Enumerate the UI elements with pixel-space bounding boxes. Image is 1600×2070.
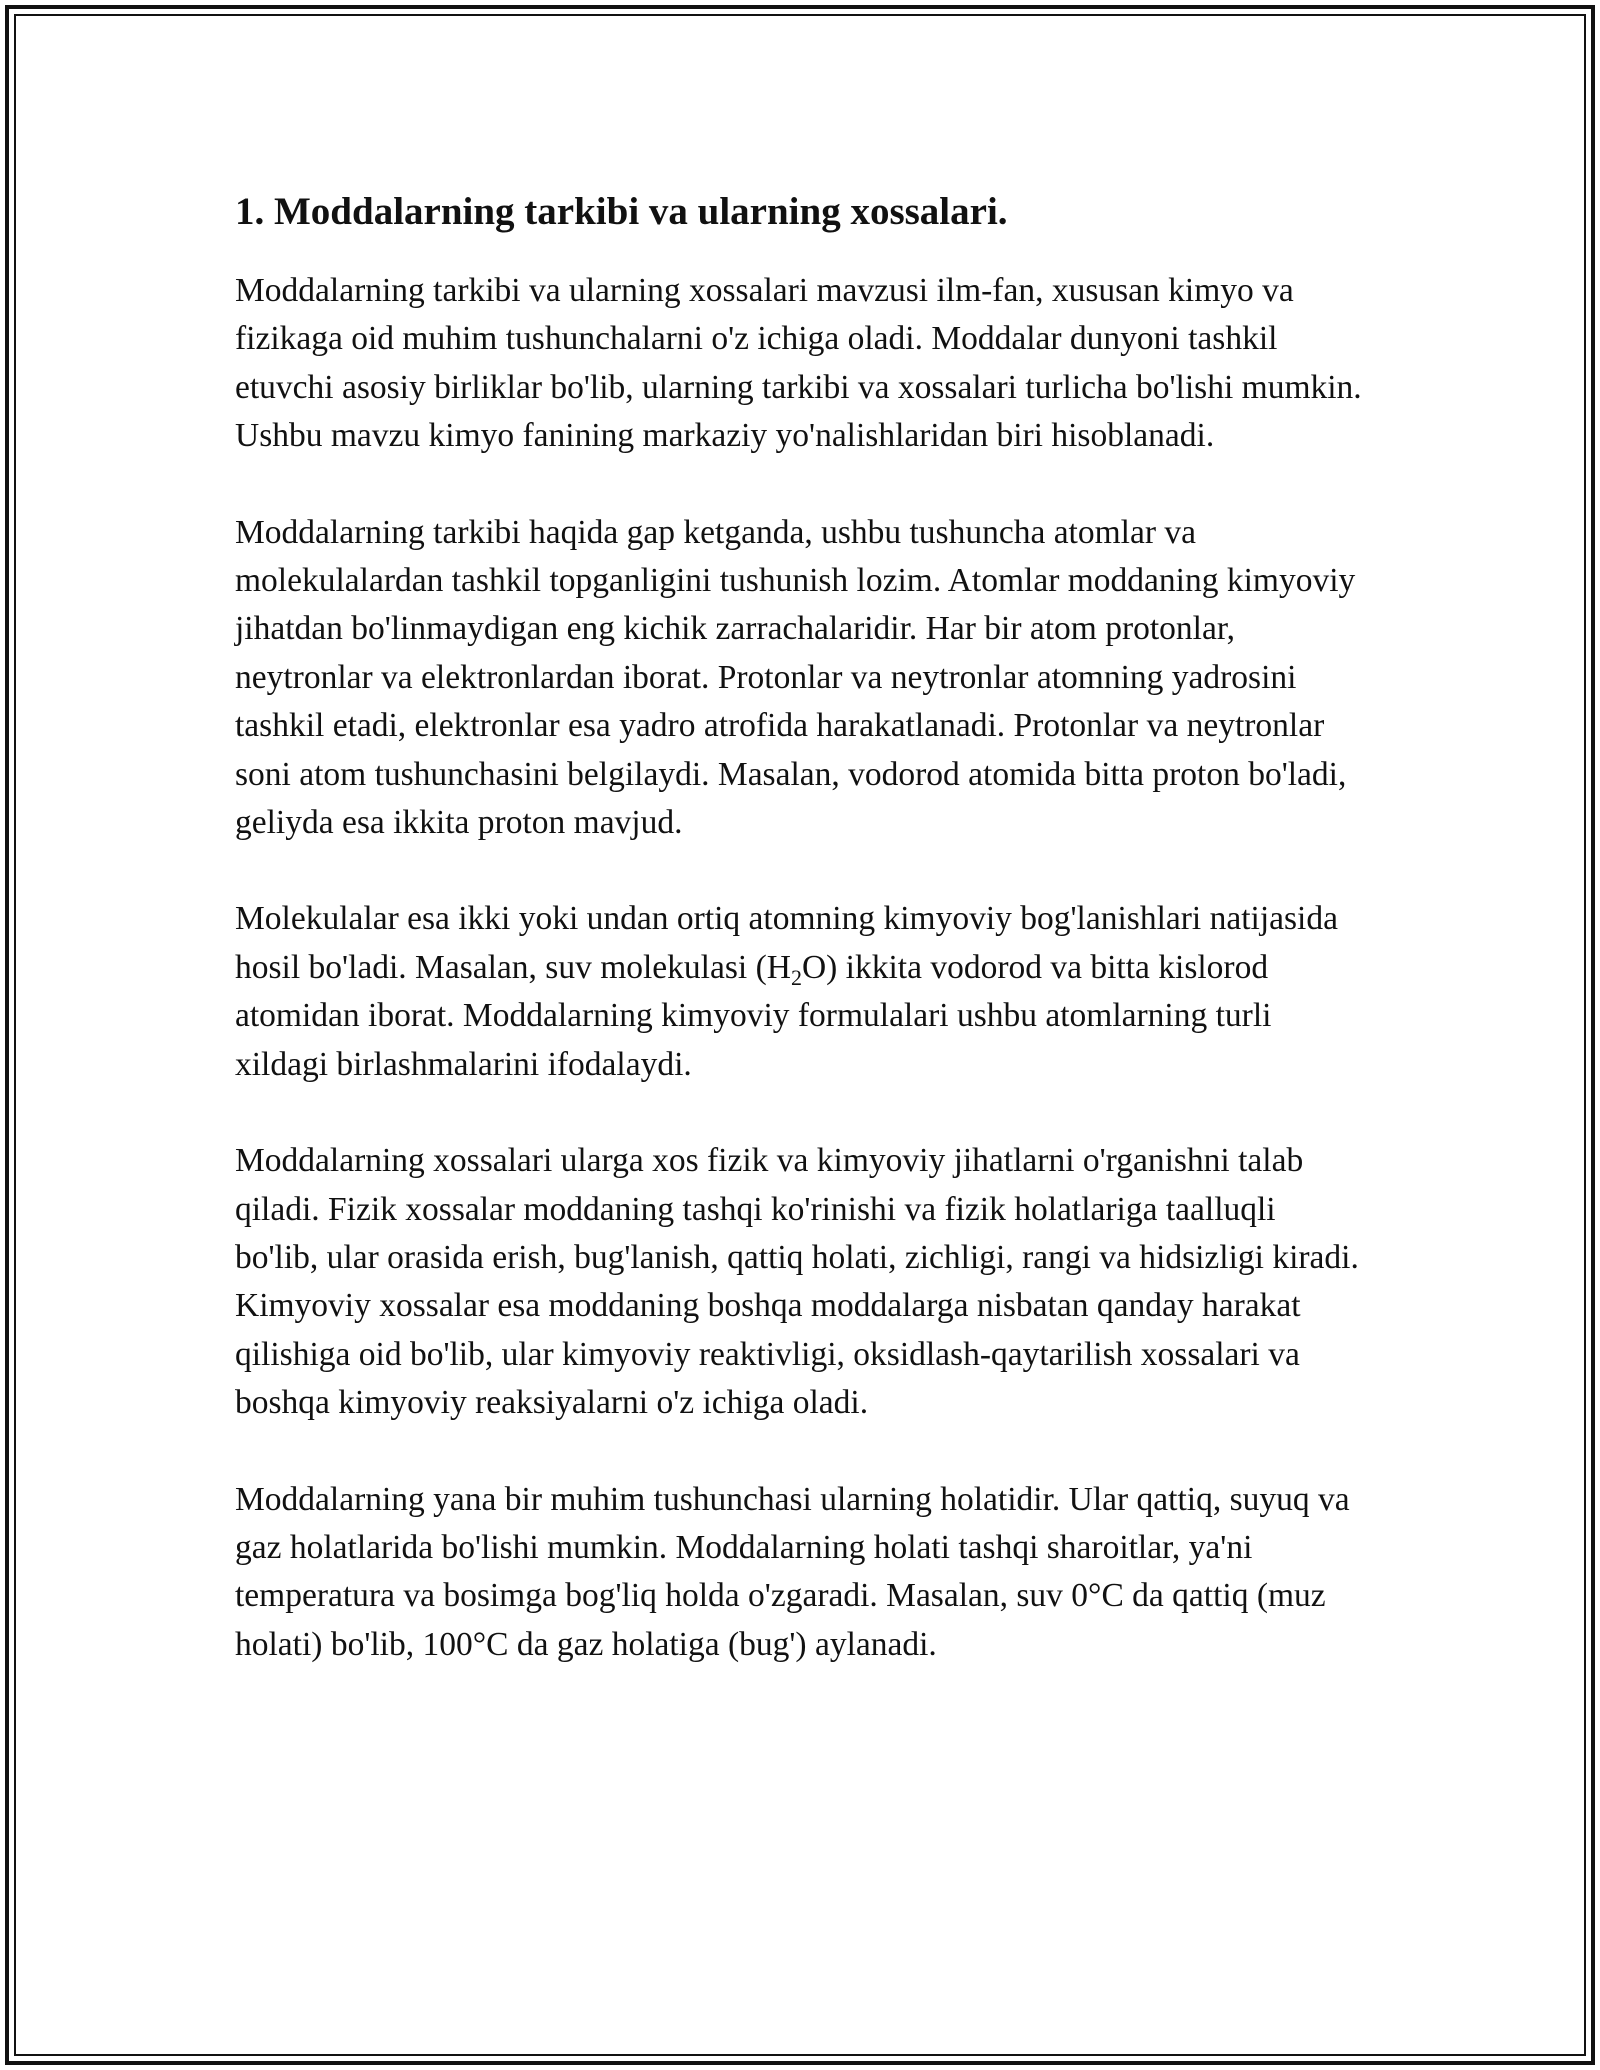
paragraph-molecules-text-before: Molekulalar esa ikki yoki undan ortiq atomning kimyoviy bog'lanishlari natijasida hosil bo'ladi. Masalan, suv molekulasi (H xyxy=(235,900,1338,986)
paragraph-properties: Moddalarning xossalari ularga xos fizik va kimyoviy jihatlarni o'rganishni talab qiladi. Fizik xossalar moddaning tashqi ko'rinishi va fizik holatlariga taalluqli bo'lib, ular orasida erish, bug'lanish, qattiq holati, zichligi, rangi va hidsizligi kiradi. Kimyoviy xossalar esa moddaning boshqa moddalarga nisbatan qanday harakat qilishiga oid bo'lib, ular kimyoviy reaktivligi, oksidlash-qaytarilish xossalari va boshqa kimyoviy reaksiyalarni o'z ichiga oladi. xyxy=(235,1142,1359,1422)
document-title: 1. Moddalarning tarkibi va ularning xossalari. xyxy=(235,190,1008,233)
paragraph-intro: Moddalarning tarkibi va ularning xossalari mavzusi ilm-fan, xususan kimyo va fizikaga oid muhim tushunchalarni o'z ichiga oladi. Moddalar dunyoni tashkil etuvchi asosiy birliklar bo'lib, ularning tarkibi va xossalari turlicha bo'lishi mumkin. Ushbu mavzu kimyo fanining markaziy yo'nalishlaridan biri hisoblanadi. xyxy=(235,272,1362,455)
document-body xyxy=(235,184,1365,1717)
paragraph-atoms: Moddalarning tarkibi haqida gap ketganda, ushbu tushuncha atomlar va molekulalardan tashkil topganligini tushunish lozim. Atomlar moddaning kimyoviy jihatdan bo'linmaydigan eng kichik zarrachalaridir. Har bir atom protonlar, neytronlar va elektronlardan iborat. Protonlar va neytronlar atomning yadrosini tashkil etadi, elektronlar esa yadro atrofida harakatlanadi. Protonlar va neytronlar soni atom tushunchasini belgilaydi. Masalan, vodorod atomida bitta proton bo'ladi, geliyda esa ikkita proton mavjud. xyxy=(235,513,1356,842)
water-formula-subscript: 2 xyxy=(790,964,802,990)
paragraph-molecules-text-after: O) ikkita vodorod va bitta kislorod atomidan iborat. Moddalarning kimyoviy formulalari ushbu atomlarning turli xildagi birlashmalarini ifodalaydi. xyxy=(235,948,1272,1083)
paragraph-molecules xyxy=(235,895,1365,1089)
paragraph-states: Moddalarning yana bir muhim tushunchasi ularning holatidir. Ular qattiq, suyuq va gaz holatlarida bo'lishi mumkin. Moddalarning holati tashqi sharoitlar, ya'ni temperatura va bosimga bog'liq holda o'zgaradi. Masalan, suv 0°C da qattiq (muz holati) bo'lib, 100°C da gaz holatiga (bug') aylanadi. xyxy=(235,1480,1350,1663)
